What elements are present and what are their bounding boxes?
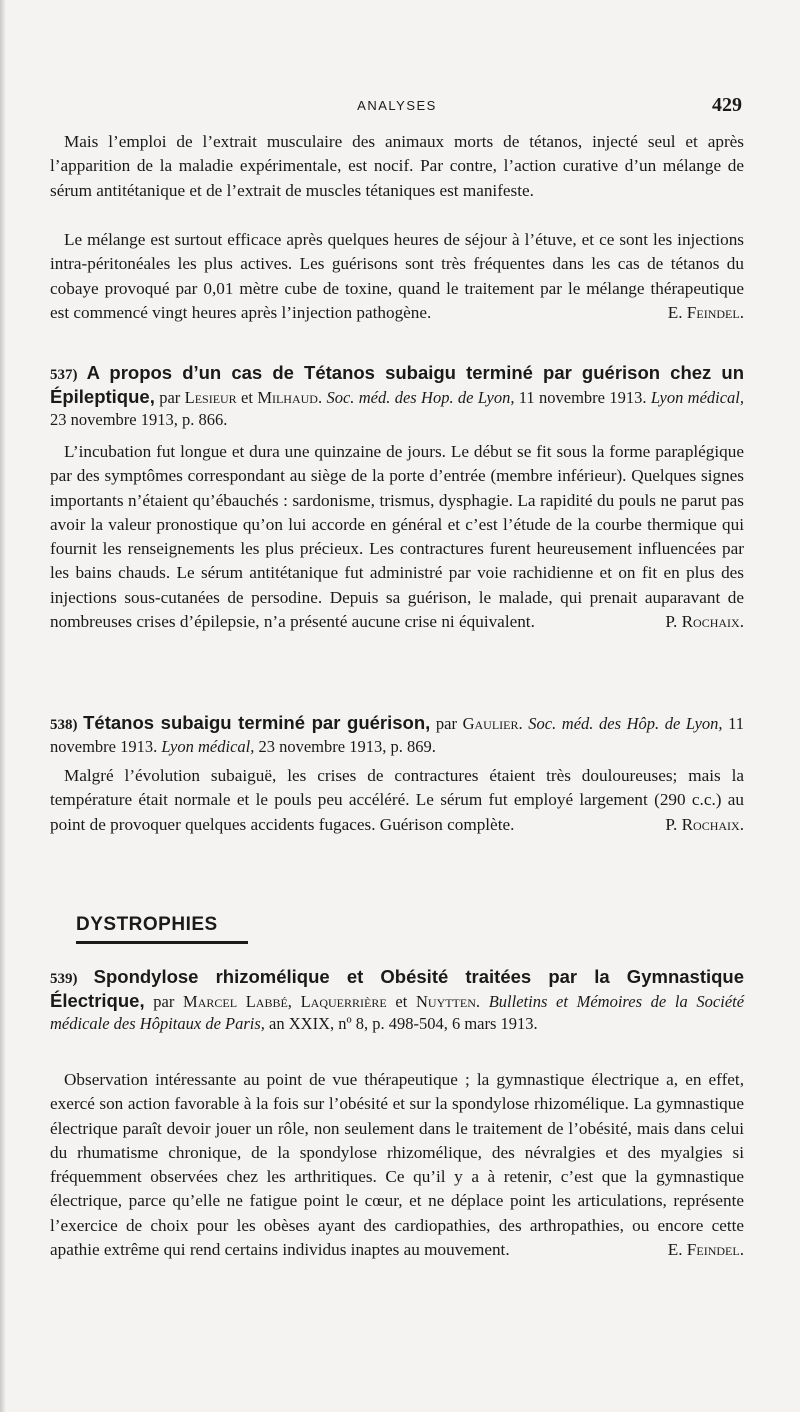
- entry-537-source: Soc. méd. des Hop. de Lyon,: [326, 388, 515, 407]
- paragraph-3-text: L’incubation fut longue et dura une quinzaine de jours. Le début se fit sous la forme paraplégique par des symptômes correspondant au siège de la porte d’entrée (membre inférieur). Quelques signes importants n’étaient qu’ébauchés : sardonisme, trismus, dysphagie. La rapidité du pouls ne parut pas avoir la valeur pronostique qu’on lui accorde en général et c’est l’étude de la courbe thermique qui fournit les renseignements les plus précieux. Les contractures furent heureusement influencées par les bains chauds. Le sérum antitétanique fut administré par voie rachidienne et on fit en plus des injections sous-cutanées de persodine. Depuis sa guérison, le malade, qui prenait auparavant de nombreuses crises d’épilepsie, n’a présenté aucune crise ni équivalent.: [50, 442, 744, 632]
- entry-537-author-2: Milhaud.: [257, 388, 323, 407]
- signature-rochaix-1: P. Rochaix.: [665, 612, 744, 632]
- section-title-dystrophies: DYSTROPHIES: [76, 914, 218, 935]
- entry-538-by: par: [435, 714, 457, 733]
- entry-538-title: Tétanos subaigu terminé par guérison,: [83, 712, 431, 733]
- entry-539-author-3: Nuytten.: [415, 992, 481, 1011]
- page-header: [52, 94, 742, 120]
- entry-539-ref: an XXIX, nº 8, p. 498-504, 6 mars 1913.: [269, 1014, 538, 1033]
- paragraph-5-text: Observation intéressante au point de vue thérapeutique ; la gymnastique électrique a, en effet, exercé son action favorable à la fois sur l’obésité et sur la spondylose rhizomélique. La gymnastique électrique paraît devoir jouer un rôle, non seulement dans le traitement de l’obésité, mais dans celui du rhumatisme chronique, de la spondylose rhizomélique, des névralgies et des myalgies si fréquemment observées chez les arthritiques. Ce qu’il y a à retenir, c’est que la gymnastique électrique, parce qu’elle ne fatigue point le cœur, et ne déplace point les articulations, représente l’exercice de choix pour les obèses ayant des cardiopathies, des arthropathies, ou encore cette apathie extrême qui rend certains individus inaptes au mouvement.: [50, 1070, 744, 1260]
- page-edge-shadow: [0, 0, 6, 1412]
- entry-539-number: 539): [50, 971, 78, 987]
- paragraph-1-text: Mais l’emploi de l’extrait musculaire des animaux morts de tétanos, injecté seul et après l’apparition de la maladie expérimentale, est nocif. Par contre, l’action curative d’un mélange de sérum antitétanique et de l’extrait de muscles tétaniques est manifeste.: [50, 132, 744, 200]
- entry-538-author: Gaulier.: [462, 714, 523, 733]
- entry-537-ref: 23 novembre 1913, p. 866.: [50, 410, 228, 429]
- entry-537-journal: Lyon médical,: [650, 388, 745, 407]
- signature-rochaix-2: P. Rochaix.: [665, 814, 744, 834]
- entry-539-authors: Marcel Labbé, Laquerrière: [183, 992, 387, 1011]
- entry-538-number: 538): [50, 717, 78, 733]
- paragraph-4: [50, 764, 744, 837]
- entry-539-source: Bulletins et Mémoires de la Société médicale des Hôpitaux de Paris,: [50, 992, 745, 1033]
- entry-537-and: et: [241, 388, 253, 407]
- paragraph-1: [50, 130, 744, 203]
- entry-538-date: 11 novembre 1913.: [50, 714, 745, 756]
- paragraph-3: [50, 440, 744, 634]
- entry-537: [50, 362, 744, 431]
- entry-538-ref: 23 novembre 1913, p. 869.: [258, 737, 436, 756]
- entry-538: [50, 712, 744, 758]
- entry-538-journal: Lyon médical,: [161, 737, 255, 756]
- paragraph-2: [50, 228, 744, 325]
- section-underline: [76, 941, 248, 944]
- entry-537-by: par: [159, 388, 181, 407]
- entry-539-title: Spondylose rhizomélique et Obésité traitées par la Gymnastique Électrique,: [50, 966, 745, 1011]
- paragraph-2-text: Le mélange est surtout efficace après quelques heures de séjour à l’étuve, et ce sont les injections intra-péritonéales les plus actives. Les guérisons sont très fréquentes dans les cas de tétanos du cobaye provoqué par 0,01 mètre cube de toxine, quand le traitement par le mélange thérapeutique est commencé vingt heures après l’injection pathogène.: [50, 230, 744, 322]
- entry-539: [50, 966, 744, 1035]
- page-number: 429: [712, 94, 742, 116]
- running-title: ANALYSES: [357, 98, 437, 113]
- entry-537-number: 537): [50, 367, 78, 383]
- signature-feindel-1: E. Feindel.: [667, 302, 744, 322]
- entry-537-date: 11 novembre 1913.: [518, 388, 647, 407]
- signature-feindel-2: E. Feindel.: [667, 1240, 744, 1260]
- entry-537-title: A propos d’un cas de Tétanos subaigu terminé par guérison chez un Épileptique,: [50, 362, 745, 407]
- paragraph-4-text: Malgré l’évolution subaiguë, les crises de contractures étaient très douloureuses; mais la température était normale et le pouls peu accéléré. Le sérum fut employé largement (290 c.c.) au point de provoquer quelques accidents fugaces. Guérison complète.: [50, 766, 744, 834]
- entry-539-and: et: [395, 992, 408, 1011]
- entry-537-author-1: Lesieur: [184, 388, 237, 407]
- entry-539-by: par: [153, 992, 175, 1011]
- entry-538-source: Soc. méd. des Hôp. de Lyon,: [528, 714, 723, 733]
- paragraph-5: [50, 1068, 744, 1262]
